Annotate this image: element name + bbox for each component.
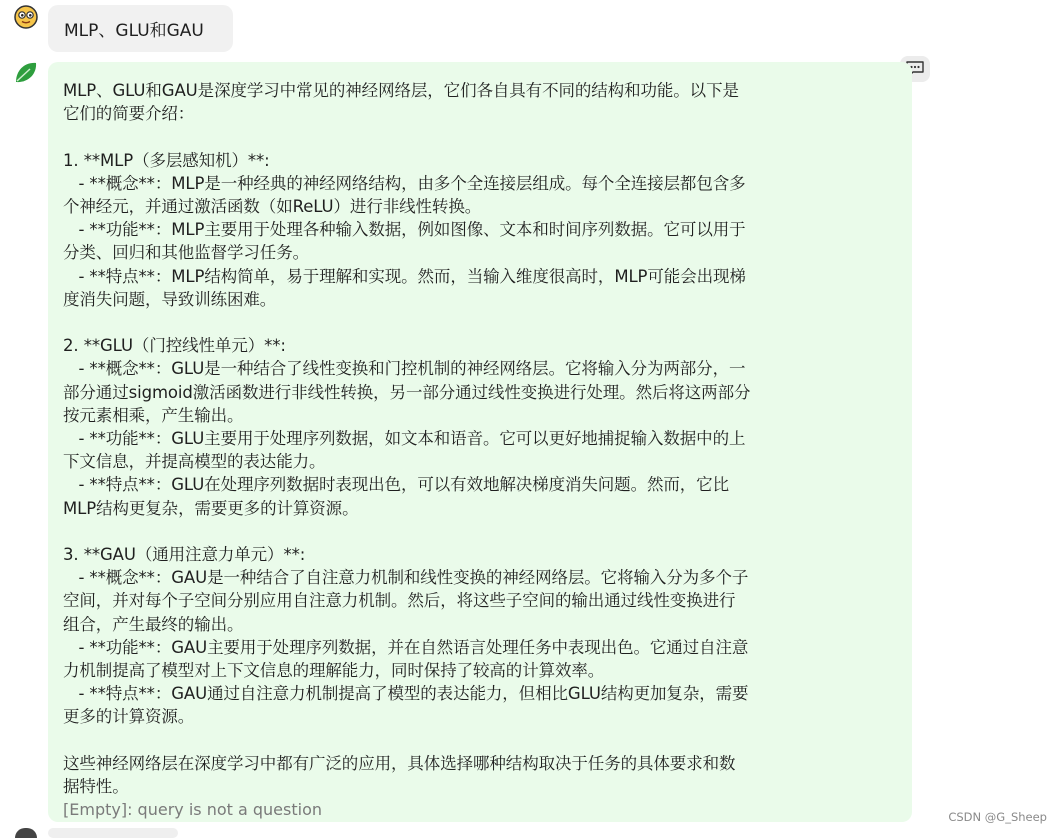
green-leaf-icon: [13, 60, 37, 84]
user-message-bubble: [48, 5, 233, 52]
user-avatar-emoji-face-icon: [14, 5, 38, 29]
bot-answer-text: MLP、GLU和GAU是深度学习中常见的神经网络层，它们各自具有不同的结构和功能。以下是 它们的简要介绍： 1. **MLP（多层感知机）**: - **概念**：MLP是一种经典的神经网络结构，由多个全连接层组成。每个全连接层都包含多 个神经元，并通过激活函数（如ReLU）进行非线性转换。 - **功能**：MLP主要用于处理各种输入数据，例如图像、文本和时间序列数据。它可以用于 分类、回归和其他监督学习任务。 - **特点**：MLP结构简单，易于理解和实现。然而，当输入维度很高时，MLP可能会出现梯 度消失问题，导致训练困难。 2. **GLU（门控线性单元）**: - **概念**：GLU是一种结合了线性变换和门控机制的神经网络层。它将输入分为两部分，一 部分通过sigmoid激活函数进行非线性转换，另一部分通过线性变换进行处理。然后将这两部分 按元素相乘，产生输出。 - **功能**：GLU主要用于处理序列数据，如文本和语音。它可以更好地捕捉输入数据中的上 下文信息，并提高模型的表达能力。 - **特点**：GLU在处理序列数据时表现出色，可以有效地解决梯度消失问题。然而，它比 MLP结构更复杂，需要更多的计算资源。 3. **GAU（通用注意力单元）**: - **概念**：GAU是一种结合了自注意力机制和线性变换的神经网络层。它将输入分为多个子 空间，并对每个子空间分别应用自注意力机制。然后，将这些子空间的输出通过线性变换进行 组合，产生最终的输出。 - **功能**：GAU主要用于处理序列数据，并在自然语言处理任务中表现出色。它通过自注意 力机制提高了模型对上下文信息的理解能力，同时保持了较高的计算效率。 - **特点**：GAU通过自注意力机制提高了模型的表达能力，但相比GLU结构更加复杂，需要 更多的计算资源。 这些神经网络层在深度学习中都有广泛的应用，具体选择哪种结构取决于任务的具体要求和数 据特性。: [63, 81, 751, 797]
bot-message-bubble: [48, 62, 912, 822]
watermark: CSDN @G_Sheep: [948, 810, 1047, 824]
next-message-bubble: [48, 828, 178, 838]
status-line: [Empty]: query is not a question: [63, 800, 322, 820]
user-message-text: MLP、GLU和GAU: [64, 21, 204, 41]
next-user-avatar: [15, 828, 37, 838]
